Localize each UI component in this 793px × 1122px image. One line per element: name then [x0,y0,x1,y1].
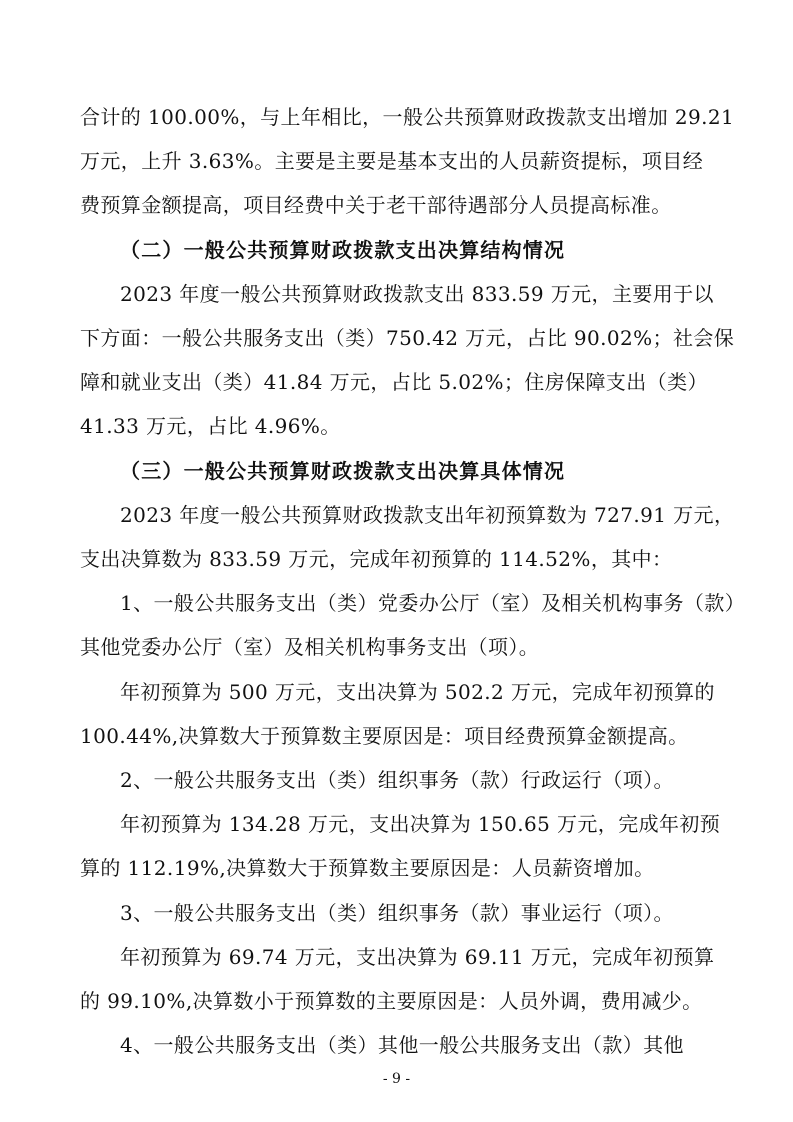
paragraph-line: 2023 年度一般公共预算财政拨款支出 833.59 万元，主要用于以 [120,282,714,306]
paragraph-line: 年初预算为 69.74 万元，支出决算为 69.11 万元，完成年初预算 [120,945,715,969]
paragraph-line: 算的 112.19%,决算数大于预算数主要原因是：人员薪资增加。 [80,856,655,880]
paragraph-line: 年初预算为 134.28 万元，支出决算为 150.65 万元，完成年初预 [120,812,721,836]
paragraph-line: 费预算金额提高，项目经费中关于老干部待遇部分人员提高标准。 [80,193,672,217]
paragraph-line: 100.44%,决算数大于预算数主要原因是：项目经费预算金额提高。 [80,724,689,748]
paragraph-line: 障和就业支出（类）41.84 万元，占比 5.02%；住房保障支出（类） [80,370,708,394]
list-item-line: 1、一般公共服务支出（类）党委办公厅（室）及相关机构事务（款） [120,591,746,615]
paragraph-line: 下方面：一般公共服务支出（类）750.42 万元，占比 90.02%；社会保 [80,326,735,350]
list-item-line: 3、一般公共服务支出（类）组织事务（款）事业运行（项）。 [120,901,674,925]
section-heading: （二）一般公共预算财政拨款支出决算结构情况 [120,238,566,262]
paragraph-line: 万元，上升 3.63%。主要是主要是基本支出的人员薪资提标，项目经 [80,149,704,173]
paragraph-line: 41.33 万元，占比 4.96%。 [80,414,341,438]
list-item-line: 2、一般公共服务支出（类）组织事务（款）行政运行（项）。 [120,768,674,792]
paragraph-line: 的 99.10%,决算数小于预算数的主要原因是：人员外调，费用减少。 [80,989,703,1013]
section-heading: （三）一般公共预算财政拨款支出决算具体情况 [120,459,566,483]
paragraph-line: 2023 年度一般公共预算财政拨款支出年初预算数为 727.91 万元， [120,503,735,527]
paragraph-line: 支出决算数为 833.59 万元，完成年初预算的 114.52%，其中： [80,547,673,571]
list-item-line: 4、一般公共服务支出（类）其他一般公共服务支出（款）其他 [120,1033,684,1057]
paragraph-line: 合计的 100.00%，与上年相比，一般公共预算财政拨款支出增加 29.21 [80,105,735,129]
paragraph-line: 年初预算为 500 万元，支出决算为 502.2 万元，完成年初预算的 [120,680,715,704]
page-number: - 9 - [382,1071,411,1087]
paragraph-line: 其他党委办公厅（室）及相关机构事务支出（项）。 [80,635,540,659]
